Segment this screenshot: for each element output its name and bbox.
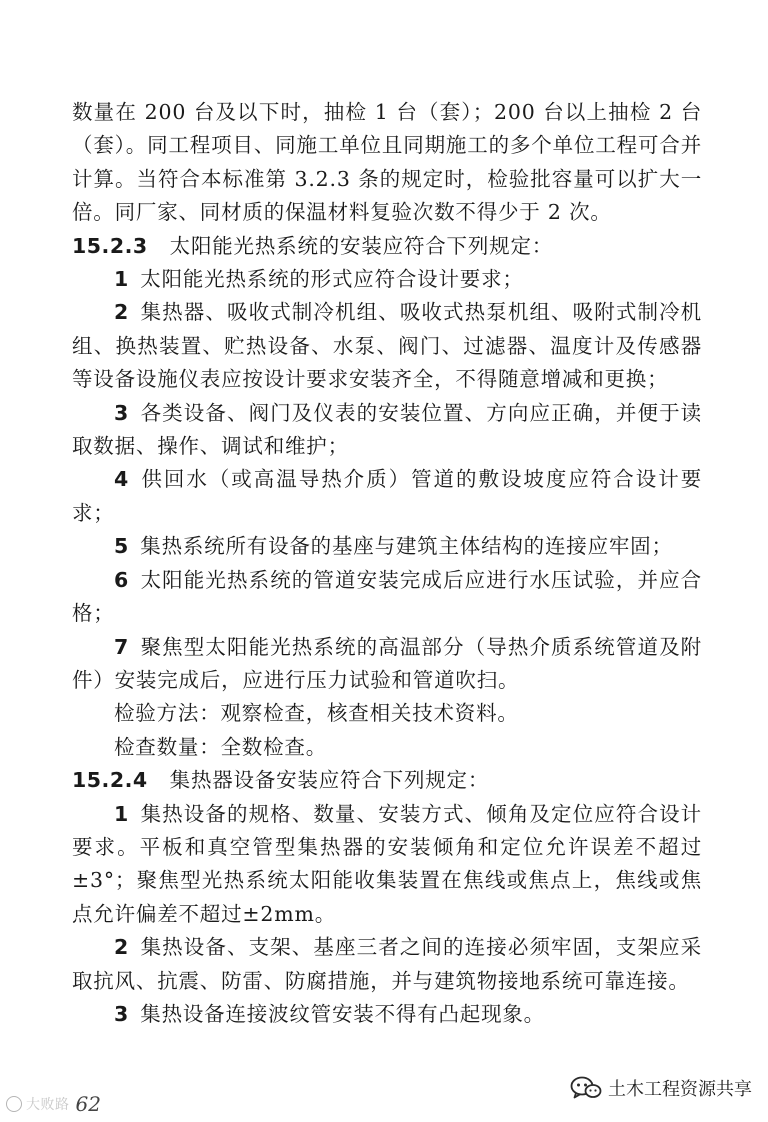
item-number: 2 bbox=[114, 935, 129, 960]
list-item bbox=[72, 296, 702, 396]
item-number: 1 bbox=[114, 801, 129, 826]
item-number: 1 bbox=[114, 267, 129, 292]
list-item bbox=[72, 530, 702, 563]
item-text: 聚焦型太阳能光热系统的高温部分（导热介质系统管道及附件）安装完成后，应进行压力试验和管道吹扫。 bbox=[72, 634, 702, 692]
item-number: 5 bbox=[114, 534, 129, 559]
clause-title: 集热器设备安装应符合下列规定： bbox=[169, 768, 490, 793]
item-text: 太阳能光热系统的管道安装完成后应进行水压试验，并应合格； bbox=[72, 567, 702, 626]
inspection-method: 检验方法：观察检查，核查相关技术资料。 bbox=[114, 701, 519, 726]
page-number: 62 bbox=[75, 1092, 101, 1116]
circle-watermark-icon bbox=[6, 1096, 22, 1112]
item-text: 集热设备连接波纹管安装不得有凸起现象。 bbox=[140, 1001, 545, 1026]
item-number: 3 bbox=[114, 400, 129, 425]
item-text: 集热系统所有设备的基座与建筑主体结构的连接应牢固； bbox=[140, 534, 673, 559]
item-number: 4 bbox=[114, 467, 129, 492]
intro-paragraph: 数量在 200 台及以下时，抽检 1 台（套）；200 台以上抽检 2 台（套）。同工程项目、同施工单位且同期施工的多个单位工程可合并计算。当符合本标准第 3.2.3 条的规定时，检验批容量可以扩大一倍。同厂家、同材质的保温材料复验次数不得少于 2 次。 bbox=[72, 100, 702, 225]
clause-number: 15.2.3 bbox=[72, 233, 148, 258]
inspection-quantity: 检查数量：全数检查。 bbox=[114, 734, 327, 759]
item-text: 集热设备、支架、基座三者之间的连接必须牢固，支架应采取抗风、抗震、防雷、防腐措施，并与建筑物接地系统可靠连接。 bbox=[72, 935, 702, 993]
source-label: 土木工程资源共享 bbox=[608, 1079, 752, 1100]
list-item bbox=[72, 998, 702, 1031]
item-text: 各类设备、阀门及仪表的安装位置、方向应正确，并便于读取数据、操作、调试和维护； bbox=[72, 400, 702, 459]
item-number: 7 bbox=[114, 634, 129, 659]
list-item bbox=[72, 263, 702, 296]
list-item bbox=[72, 564, 702, 631]
list-item bbox=[72, 463, 702, 530]
item-text: 太阳能光热系统的形式应符合设计要求； bbox=[140, 267, 524, 292]
document-page bbox=[72, 96, 702, 1031]
item-number: 2 bbox=[114, 300, 129, 325]
clause-title: 太阳能光热系统的安装应符合下列规定： bbox=[169, 233, 554, 258]
item-text: 供回水（或高温导热介质）管道的敷设坡度应符合设计要求； bbox=[72, 467, 702, 525]
list-item bbox=[72, 931, 702, 998]
clause-15-2-4-heading bbox=[72, 764, 702, 797]
page-footer bbox=[6, 1092, 101, 1116]
list-item bbox=[72, 631, 702, 698]
list-item bbox=[72, 397, 702, 464]
item-number: 3 bbox=[114, 1001, 129, 1026]
item-number: 6 bbox=[114, 567, 129, 592]
item-text: 集热设备的规格、数量、安装方式、倾角及定位应符合设计要求。平板和真空管型集热器的安装倾角和定位允许误差不超过±3°；聚焦型光热系统太阳能收集装置在焦线或焦点上，焦线或焦点允许偏差不超过±2mm。 bbox=[72, 801, 702, 926]
clause-15-2-3-heading bbox=[72, 230, 702, 263]
item-text: 集热器、吸收式制冷机组、吸收式热泵机组、吸附式制冷机组、换热装置、贮热设备、水泵、阀门、过滤器、温度计及传感器等设备设施仪表应按设计要求安装齐全，不得随意增减和更换； bbox=[72, 300, 702, 392]
watermark-text: 大败路 bbox=[26, 1097, 70, 1113]
source-watermark bbox=[570, 1075, 752, 1101]
clause-number: 15.2.4 bbox=[72, 768, 148, 793]
list-item bbox=[72, 798, 702, 932]
wechat-icon bbox=[570, 1075, 602, 1101]
